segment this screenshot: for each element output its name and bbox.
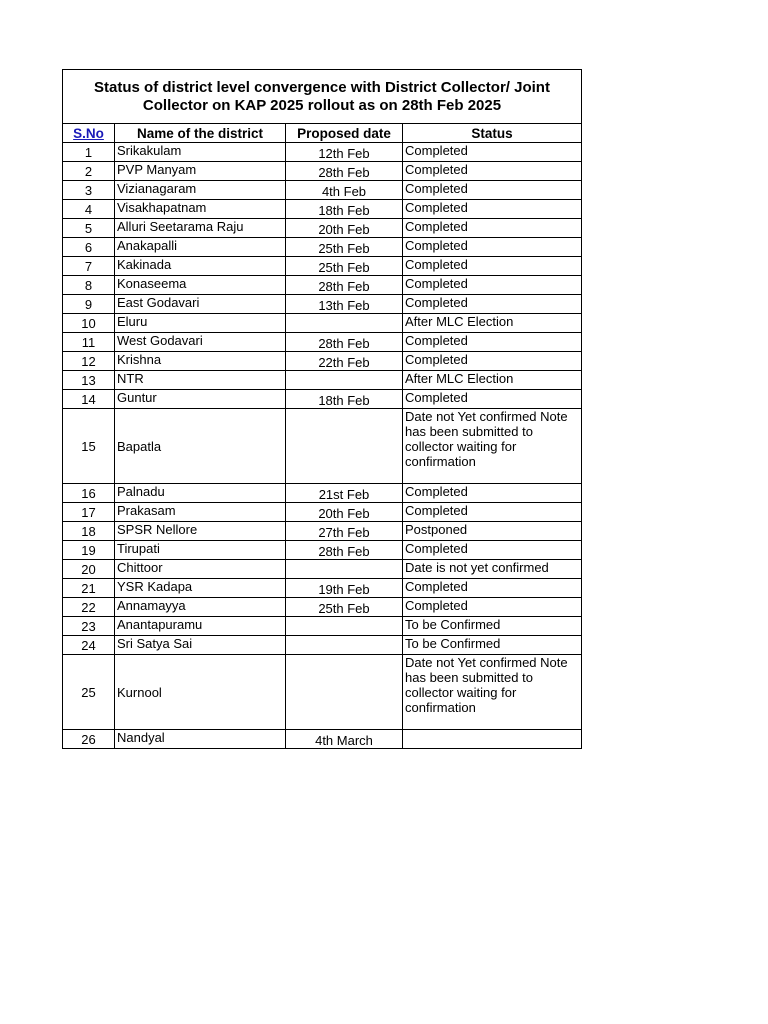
cell-status: Completed xyxy=(403,598,582,617)
table-row xyxy=(63,730,582,749)
cell-district: Nandyal xyxy=(115,730,286,749)
cell-sno: 12 xyxy=(63,352,115,371)
cell-status: Completed xyxy=(403,257,582,276)
cell-district: Vizianagaram xyxy=(115,181,286,200)
table-row xyxy=(63,390,582,409)
table-row xyxy=(63,560,582,579)
table-row xyxy=(63,371,582,390)
cell-sno: 4 xyxy=(63,200,115,219)
cell-status: Completed xyxy=(403,484,582,503)
table-row xyxy=(63,541,582,560)
cell-district: Bapatla xyxy=(115,409,286,484)
cell-proposed-date: 28th Feb xyxy=(286,541,403,560)
cell-proposed-date: 20th Feb xyxy=(286,503,403,522)
cell-district: NTR xyxy=(115,371,286,390)
cell-sno: 5 xyxy=(63,219,115,238)
cell-proposed-date xyxy=(286,655,403,730)
cell-status: Completed xyxy=(403,295,582,314)
cell-proposed-date: 12th Feb xyxy=(286,143,403,162)
cell-sno: 22 xyxy=(63,598,115,617)
cell-status: Completed xyxy=(403,503,582,522)
cell-sno: 6 xyxy=(63,238,115,257)
cell-status: Completed xyxy=(403,390,582,409)
cell-district: East Godavari xyxy=(115,295,286,314)
district-status-table xyxy=(62,69,582,749)
cell-sno: 8 xyxy=(63,276,115,295)
table-row xyxy=(63,617,582,636)
cell-sno: 13 xyxy=(63,371,115,390)
cell-sno: 11 xyxy=(63,333,115,352)
cell-sno: 14 xyxy=(63,390,115,409)
cell-proposed-date: 27th Feb xyxy=(286,522,403,541)
cell-proposed-date: 21st Feb xyxy=(286,484,403,503)
cell-district: Guntur xyxy=(115,390,286,409)
cell-sno: 26 xyxy=(63,730,115,749)
table-row xyxy=(63,238,582,257)
cell-district: Srikakulam xyxy=(115,143,286,162)
cell-status: To be Confirmed xyxy=(403,617,582,636)
cell-district: Kakinada xyxy=(115,257,286,276)
cell-status: To be Confirmed xyxy=(403,636,582,655)
cell-sno: 24 xyxy=(63,636,115,655)
table-row xyxy=(63,484,582,503)
cell-district: Konaseema xyxy=(115,276,286,295)
cell-proposed-date xyxy=(286,371,403,390)
cell-district: YSR Kadapa xyxy=(115,579,286,598)
cell-proposed-date: 25th Feb xyxy=(286,238,403,257)
cell-district: Visakhapatnam xyxy=(115,200,286,219)
cell-proposed-date: 28th Feb xyxy=(286,276,403,295)
cell-status: Completed xyxy=(403,219,582,238)
cell-status: Date not Yet confirmed Note has been submitted to collector waiting for confirmation xyxy=(403,655,582,730)
cell-proposed-date: 25th Feb xyxy=(286,598,403,617)
cell-proposed-date: 4th Feb xyxy=(286,181,403,200)
cell-sno: 7 xyxy=(63,257,115,276)
cell-district: Chittoor xyxy=(115,560,286,579)
cell-status: Completed xyxy=(403,181,582,200)
cell-proposed-date xyxy=(286,409,403,484)
header-row xyxy=(63,124,582,143)
cell-status: After MLC Election xyxy=(403,314,582,333)
cell-status: Completed xyxy=(403,238,582,257)
cell-proposed-date: 4th March xyxy=(286,730,403,749)
table-row xyxy=(63,143,582,162)
table-row xyxy=(63,181,582,200)
cell-proposed-date xyxy=(286,617,403,636)
cell-sno: 16 xyxy=(63,484,115,503)
cell-sno: 21 xyxy=(63,579,115,598)
cell-district: PVP Manyam xyxy=(115,162,286,181)
table-title: Status of district level convergence with District Collector/ Joint Collector on KAP 2025 rollout as on 28th Feb 2025 xyxy=(63,70,582,124)
column-header-date: Proposed date xyxy=(286,124,403,143)
cell-sno: 3 xyxy=(63,181,115,200)
cell-sno: 19 xyxy=(63,541,115,560)
cell-status: After MLC Election xyxy=(403,371,582,390)
cell-status: Completed xyxy=(403,143,582,162)
cell-proposed-date: 18th Feb xyxy=(286,200,403,219)
table-row xyxy=(63,409,582,484)
table-row xyxy=(63,333,582,352)
status-sheet xyxy=(62,69,581,749)
cell-proposed-date: 13th Feb xyxy=(286,295,403,314)
cell-status: Completed xyxy=(403,352,582,371)
cell-sno: 1 xyxy=(63,143,115,162)
cell-district: Sri Satya Sai xyxy=(115,636,286,655)
column-header-status: Status xyxy=(403,124,582,143)
table-row xyxy=(63,522,582,541)
cell-district: Annamayya xyxy=(115,598,286,617)
table-row xyxy=(63,257,582,276)
cell-status: Completed xyxy=(403,541,582,560)
cell-status: Postponed xyxy=(403,522,582,541)
cell-proposed-date: 28th Feb xyxy=(286,333,403,352)
cell-district: Prakasam xyxy=(115,503,286,522)
cell-sno: 9 xyxy=(63,295,115,314)
table-row xyxy=(63,598,582,617)
cell-district: Anakapalli xyxy=(115,238,286,257)
cell-district: West Godavari xyxy=(115,333,286,352)
cell-sno: 15 xyxy=(63,409,115,484)
cell-proposed-date xyxy=(286,636,403,655)
cell-sno: 25 xyxy=(63,655,115,730)
cell-status: Completed xyxy=(403,579,582,598)
cell-sno: 18 xyxy=(63,522,115,541)
column-header-sno[interactable]: S.No xyxy=(63,124,115,143)
cell-district: Eluru xyxy=(115,314,286,333)
cell-sno: 2 xyxy=(63,162,115,181)
cell-status: Completed xyxy=(403,276,582,295)
cell-district: Kurnool xyxy=(115,655,286,730)
cell-status xyxy=(403,730,582,749)
column-header-district: Name of the district xyxy=(115,124,286,143)
cell-status: Completed xyxy=(403,333,582,352)
table-row xyxy=(63,314,582,333)
cell-proposed-date: 25th Feb xyxy=(286,257,403,276)
cell-status: Completed xyxy=(403,162,582,181)
cell-sno: 23 xyxy=(63,617,115,636)
table-row xyxy=(63,219,582,238)
table-row xyxy=(63,200,582,219)
table-body xyxy=(63,143,582,749)
cell-proposed-date xyxy=(286,314,403,333)
cell-sno: 10 xyxy=(63,314,115,333)
cell-proposed-date: 22th Feb xyxy=(286,352,403,371)
cell-district: Alluri Seetarama Raju xyxy=(115,219,286,238)
cell-proposed-date: 28th Feb xyxy=(286,162,403,181)
cell-sno: 20 xyxy=(63,560,115,579)
table-row xyxy=(63,655,582,730)
cell-status: Completed xyxy=(403,200,582,219)
cell-proposed-date: 18th Feb xyxy=(286,390,403,409)
cell-proposed-date: 19th Feb xyxy=(286,579,403,598)
cell-district: Palnadu xyxy=(115,484,286,503)
cell-status: Date not Yet confirmed Note has been submitted to collector waiting for confirmation xyxy=(403,409,582,484)
table-row xyxy=(63,295,582,314)
table-row xyxy=(63,579,582,598)
cell-district: Anantapuramu xyxy=(115,617,286,636)
table-row xyxy=(63,503,582,522)
cell-proposed-date xyxy=(286,560,403,579)
cell-district: Krishna xyxy=(115,352,286,371)
cell-district: SPSR Nellore xyxy=(115,522,286,541)
cell-sno: 17 xyxy=(63,503,115,522)
cell-status: Date is not yet confirmed xyxy=(403,560,582,579)
table-row xyxy=(63,352,582,371)
table-row xyxy=(63,276,582,295)
table-row xyxy=(63,636,582,655)
table-row xyxy=(63,162,582,181)
cell-district: Tirupati xyxy=(115,541,286,560)
cell-proposed-date: 20th Feb xyxy=(286,219,403,238)
